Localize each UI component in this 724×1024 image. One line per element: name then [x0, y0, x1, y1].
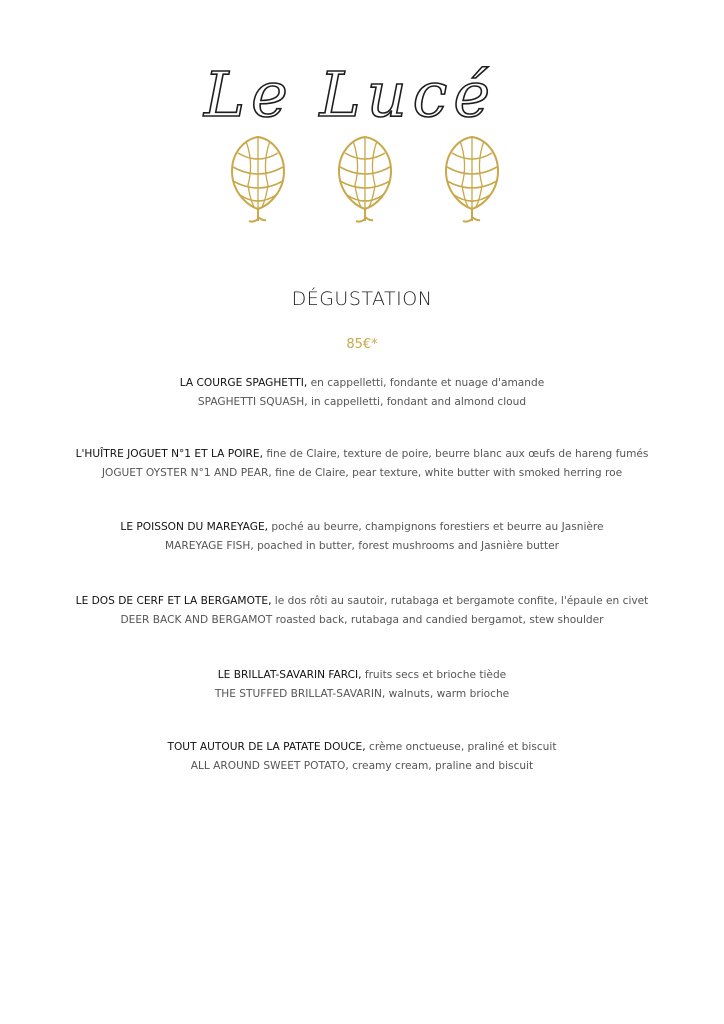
course-french [0, 518, 724, 537]
course-french [0, 592, 724, 611]
course-description: le dos rôti au sautoir, rutabaga et bergamote confite, l'épaule en civet [271, 595, 649, 607]
course-description: crème onctueuse, praliné et biscuit [365, 741, 557, 753]
menu-price: 85€* [346, 337, 378, 352]
course-english: ALL AROUND SWEET POTATO, creamy cream, praline and biscuit [190, 760, 534, 772]
logo-text: Le Lucé [203, 58, 497, 131]
logo [180, 48, 520, 138]
course-french [0, 445, 724, 464]
course-english: JOGUET OYSTER N°1 AND PEAR, fine de Claire, pear texture, white butter with smoked herring roe [101, 467, 623, 479]
course-description: en cappelletti, fondante et nuage d'amande [307, 377, 545, 389]
course-english: THE STUFFED BRILLAT-SAVARIN, walnuts, warm brioche [214, 688, 510, 700]
course-description: fruits secs et brioche tiède [361, 669, 507, 681]
course-item [0, 445, 724, 483]
course-name: LE BRILLAT-SAVARIN FARCI, [217, 669, 362, 681]
course-description: fine de Claire, texture de poire, beurre blanc aux œufs de hareng fumés [262, 448, 649, 460]
menu-title: DÉGUSTATION [291, 288, 433, 310]
course-name: LE POISSON DU MAREYAGE, [120, 521, 269, 533]
course-item [0, 666, 724, 704]
course-name: TOUT AUTOUR DE LA PATATE DOUCE, [167, 741, 366, 753]
course-item [0, 738, 724, 776]
course-name: LE DOS DE CERF ET LA BERGAMOTE, [75, 595, 272, 607]
course-english: MAREYAGE FISH, poached in butter, forest mushrooms and Jasnière butter [165, 540, 559, 552]
course-english: DEER BACK AND BERGAMOT roasted back, rutabaga and candied bergamot, stew shoulder [120, 614, 604, 626]
course-name: L'HUÎTRE JOGUET N°1 ET LA POIRE, [75, 448, 263, 460]
pinecone-row [220, 135, 510, 225]
course-french [0, 374, 724, 393]
course-description: poché au beurre, champignons forestiers et beurre au Jasnière [268, 521, 604, 533]
course-french [0, 666, 724, 685]
pinecone-icon [339, 137, 391, 222]
course-item [0, 592, 724, 630]
course-french [0, 738, 724, 757]
course-item [0, 518, 724, 556]
course-name: LA COURGE SPAGHETTI, [179, 377, 308, 389]
course-item [0, 374, 724, 412]
pinecone-icon [446, 137, 498, 222]
course-english: SPAGHETTI SQUASH, in cappelletti, fondant and almond cloud [197, 396, 527, 408]
pinecone-icon [232, 137, 284, 222]
